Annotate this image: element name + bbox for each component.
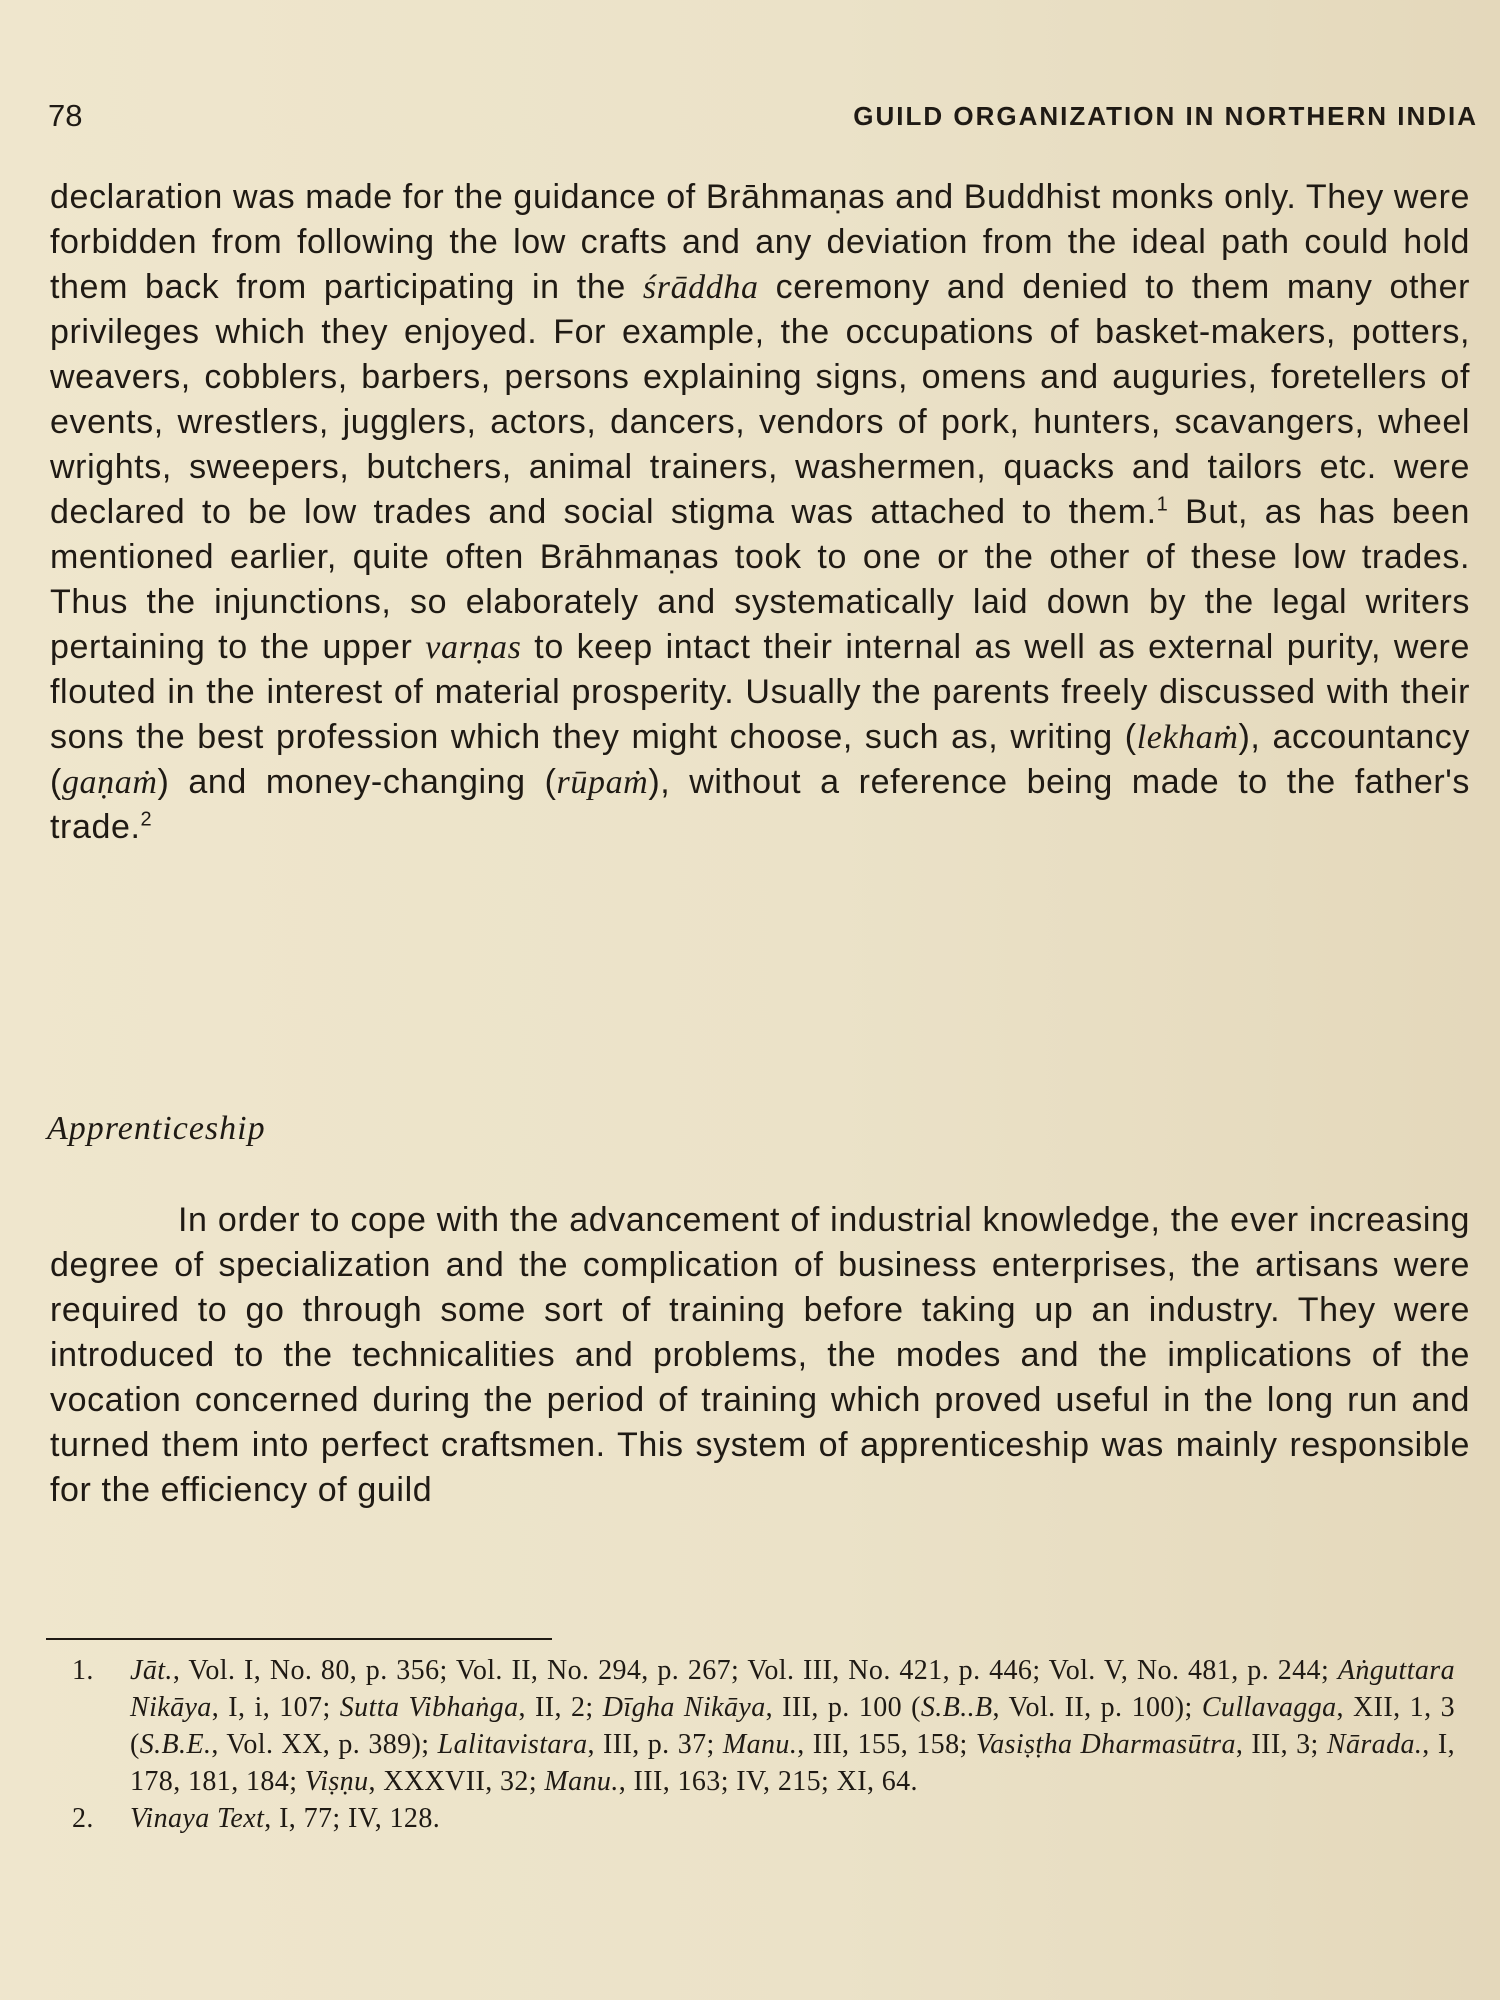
text-run: But, as has been mentioned earlier, quite often Brāhmaṇas took to one or the other of these low trades. Thus the injunctions, so elaborately and systematically laid down by the legal writers pertaining to the upper <box>50 493 1470 666</box>
italic-term: lekhaṁ <box>1136 719 1239 756</box>
footnotes <box>60 1652 1455 1837</box>
text-run: declaration was made for the guidance of Brāhmaṇas and Buddhist monks only. They were forbidden from following the low crafts and any deviation from the ideal path could hold them back from participating in the <box>50 178 1470 306</box>
fn-run: , II, 2; <box>518 1692 603 1723</box>
footnote-ref: 2 <box>140 808 153 831</box>
footnote-number: 2. <box>72 1803 94 1834</box>
fn-run: , III, 3; <box>1235 1729 1327 1760</box>
footnote-ref: 1 <box>1156 493 1169 516</box>
fn-run: , Vol. II, p. 100); <box>992 1692 1202 1723</box>
italic-term: gaṇaṁ <box>61 764 158 801</box>
fn-run: , I, 178, 181, 184; <box>130 1729 1455 1797</box>
text-run: ceremony and denied to them many other privileges which they enjoyed. For example, the occupations of basket-makers, potters, weavers, cobblers, barbers, persons explaining signs, omens and auguries, foretellers of events, wrestlers, jugglers, actors, dancers, vendors of pork, hunters, scavangers, wheel wrights, sweepers, butchers, animal trainers, washermen, quacks and tailors etc. were declared to be low trades and social stigma was attached to them. <box>50 268 1470 531</box>
text-run: ) and money-changing ( <box>157 763 557 801</box>
fn-italic: Jāt. <box>130 1655 173 1686</box>
footnote-item <box>60 1800 1455 1837</box>
italic-term: varṇas <box>425 629 522 666</box>
italic-term: śrāddha <box>642 269 759 306</box>
paragraph-main <box>50 175 1470 850</box>
fn-italic: Dīgha Nikāya <box>602 1692 766 1723</box>
page-number: 78 <box>48 98 83 133</box>
fn-run: , I, i, 107; <box>211 1692 340 1723</box>
fn-run: , III, p. 100 ( <box>765 1692 921 1723</box>
fn-run: , Vol. I, No. 80, p. 356; Vol. II, No. 294, p. 267; Vol. III, No. 421, p. 446; Vol. V, No. 481, p. 244; <box>172 1655 1338 1686</box>
section-heading: Apprenticeship <box>47 1110 266 1147</box>
fn-italic: Manu. <box>722 1729 798 1760</box>
fn-italic: Cullavagga <box>1201 1692 1337 1723</box>
fn-italic: Vasiṣṭha Dharmasūtra <box>975 1729 1236 1760</box>
text-run: to keep intact their internal as well as external purity, were flouted in the interest of material prosperity. Usually the parents freely discussed with their sons the best profession which they might choose, such as, writing ( <box>50 628 1470 756</box>
fn-run: , XXXVII, 32; <box>368 1766 545 1797</box>
fn-italic: Sutta Vibhaṅga <box>339 1692 519 1723</box>
footnote-text <box>130 1652 1455 1800</box>
fn-italic: S.B.E. <box>139 1729 212 1760</box>
text-run: ), accountancy ( <box>50 718 1470 801</box>
fn-italic: S.B..B <box>920 1692 993 1723</box>
fn-italic: Viṣṇu <box>304 1766 369 1797</box>
fn-italic: Lalitavistara <box>437 1729 588 1760</box>
fn-italic: Manu. <box>544 1766 619 1797</box>
fn-italic: Aṅguttara Nikāya <box>130 1655 1455 1723</box>
fn-run: , III, p. 37; <box>587 1729 723 1760</box>
fn-run: , Vol. XX, p. 389); <box>211 1729 438 1760</box>
text-run: ), without a reference being made to the father's trade. <box>50 763 1470 846</box>
fn-italic: Nārada. <box>1326 1729 1423 1760</box>
footnote-item <box>60 1652 1455 1800</box>
fn-run: , III, 163; IV, 215; XI, 64. <box>618 1766 918 1797</box>
running-title: GUILD ORGANIZATION IN NORTHERN INDIA <box>853 100 1478 131</box>
fn-run: , I, 77; IV, 128. <box>264 1803 441 1834</box>
fn-italic: Vinaya Text <box>130 1803 265 1834</box>
fn-run: , III, 155, 158; <box>797 1729 976 1760</box>
italic-term: rūpaṁ <box>556 764 649 801</box>
footnote-number: 1. <box>72 1655 94 1686</box>
footnote-divider <box>46 1638 552 1640</box>
footnote-text <box>130 1800 1455 1837</box>
fn-run: , XII, 1, 3 ( <box>130 1692 1456 1760</box>
paragraph-apprenticeship: In order to cope with the advancement of industrial knowledge, the ever increasing degree of specialization and the complication of business enterprises, the artisans were required to go through some sort of training before taking up an industry. They were introduced to the technicalities and problems, the modes and the implications of the vocation concerned during the period of training which proved useful in the long run and turned them into perfect craftsmen. This system of apprenticeship was mainly responsible for the efficiency of guild <box>50 1201 1470 1509</box>
page-header <box>48 96 1478 136</box>
